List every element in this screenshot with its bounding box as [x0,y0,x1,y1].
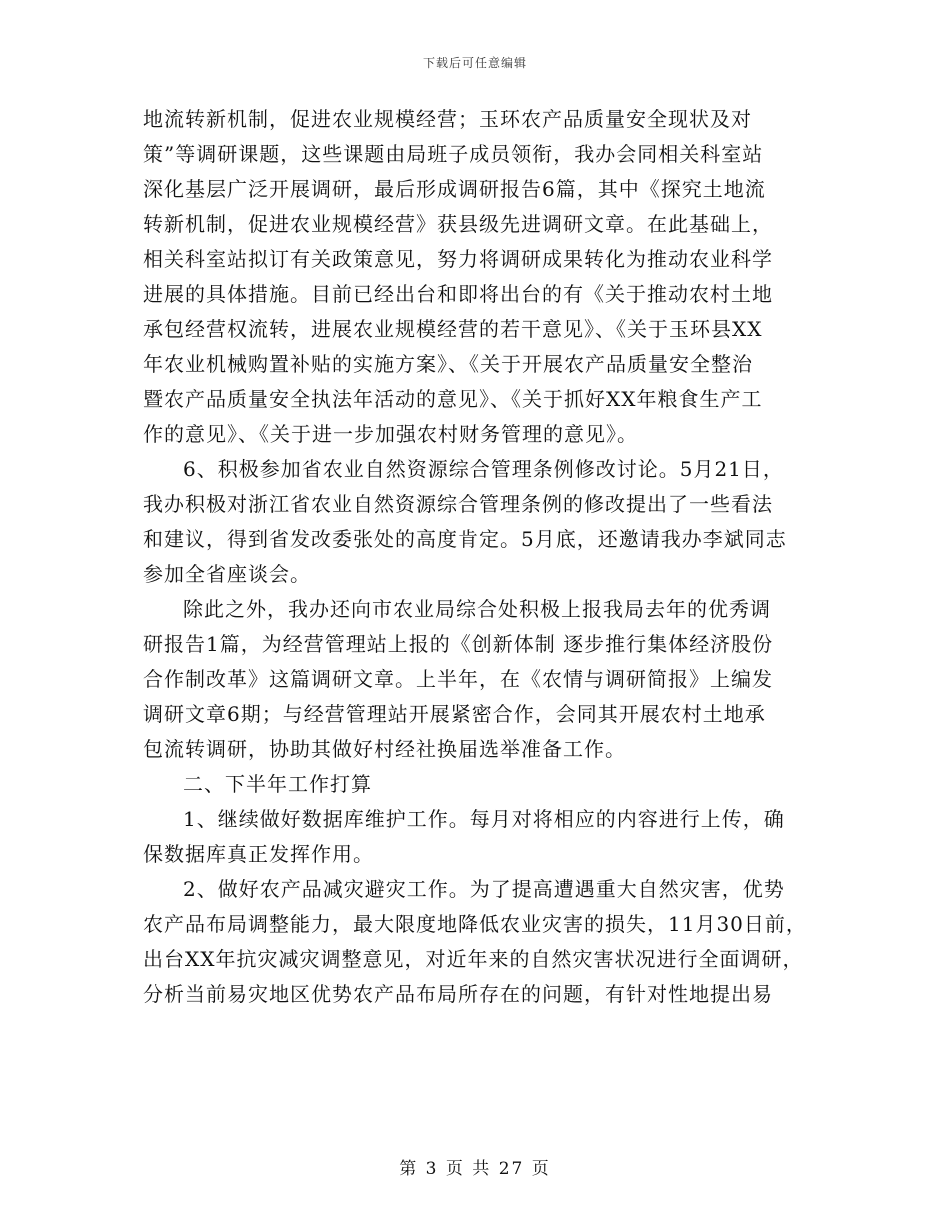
text-line: 1、继续做好数据库维护工作。每月对将相应的内容进行上传，确 [183,807,785,831]
text-line: 农产品布局调整能力，最大限度地降低农业灾害的损失，11月30日前， [143,912,807,936]
text-line: 进展的具体措施。目前已经出台和即将出台的有《关于推动农村土地 [143,282,773,306]
text-line: 包流转调研，协助其做好村经社换届选举准备工作。 [143,737,626,761]
text-line: 相关科室站拟订有关政策意见，努力将调研成果转化为推动农业科学 [143,247,773,271]
text-line: 和建议，得到省发改委张处的高度肯定。5月底，还邀请我办李斌同志 [143,527,787,551]
text-line: 除此之外，我办还向市农业局综合处积极上报我局去年的优秀调 [183,597,771,621]
text-line: 研报告1篇，为经营管理站上报的《创新体制 逐步推行集体经济股份 [143,632,774,656]
header-note: 下载后可任意编辑 [422,56,527,70]
text-line: 我办积极对浙江省农业自然资源综合管理条例的修改提出了一些看法 [143,492,773,516]
text-line: 年农业机械购置补贴的实施方案》、《关于开展农产品质量安全整治 [143,352,753,376]
text-line: 2、做好农产品减灾避灾工作。为了提高遭遇重大自然灾害，优势 [183,877,785,901]
page-number: 第 3 页 共 27 页 [399,1159,551,1179]
text-line: 分析当前易灾地区优势农产品布局所存在的问题，有针对性地提出易 [143,982,773,1006]
text-line: 深化基层广泛开展调研，最后形成调研报告6篇，其中《探究土地流 [143,177,766,201]
text-line: 暨农产品质量安全执法年活动的意见》、《关于抓好XX年粮食生产工 [143,387,763,411]
text-line: 参加全省座谈会。 [143,562,311,586]
text-line: 承包经营权流转，进展农业规模经营的若干意见》、《关于玉环县XX [143,317,763,341]
text-line: 转新机制，促进农业规模经营》获县级先进调研文章。在此基础上， [143,212,773,236]
text-line: 合作制改革》这篇调研文章。上半年，在《农情与调研简报》上编发 [143,667,773,691]
text-line: 出台XX年抗灾减灾调整意见，对近年来的自然灾害状况进行全面调研， [143,947,804,971]
text-line: 地流转新机制，促进农业规模经营；玉环农产品质量安全现状及对 [143,107,752,131]
document-body [143,102,813,1012]
text-line: 策”等调研课题，这些课题由局班子成员领衔，我办会同相关科室站 [143,142,764,166]
text-line: 保数据库真正发挥作用。 [143,842,374,866]
text-line: 二、下半年工作打算 [183,772,372,796]
text-line: 作的意见》、《关于进一步加强农村财务管理的意见》。 [143,422,638,446]
text-line: 6、积极参加省农业自然资源综合管理条例修改讨论。5月21日， [183,457,784,481]
text-line: 调研文章6期；与经营管理站开展紧密合作，会同其开展农村土地承 [143,702,766,726]
